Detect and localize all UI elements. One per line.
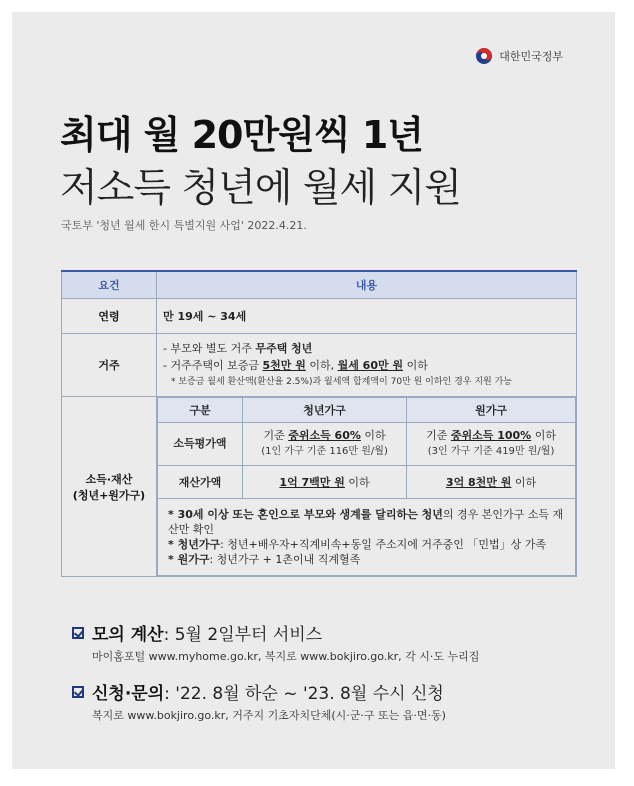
table-row: 재산가액 1억 7백만 원 이하 3억 8천만 원 이하 [158, 466, 576, 499]
table-row [62, 299, 577, 334]
checkbox-icon [72, 686, 84, 698]
income-notes: * 30세 이상 또는 혼인으로 부모와 생계를 달리하는 청년의 경우 본인가구 소득 재산만 확인 * 청년가구: 청년+배우자+직계비속+동일 주소지에 거주중인 「민법」상 가족 * 원가구: 청년가구 + 1촌이내 직계혈족 [158, 499, 576, 576]
apply-desc: 복지로 www.bokjiro.go.kr, 거주지 기초자치단체(시·군·구 또는 읍·면·동) [92, 709, 446, 722]
table-row [158, 499, 576, 576]
mock-calc-heading: 모의 계산 : 5월 2일부터 서비스 [72, 620, 322, 645]
income-asset-label: 소득·재산 (청년+원가구) [62, 397, 157, 577]
mock-calc-desc: 마이홈포털 www.myhome.go.kr, 복지로 www.bokjiro.go.kr, 각 시·도 누리집 [92, 650, 480, 663]
taegeuk-logo-icon [476, 48, 492, 64]
source-line: 국토부 '청년 월세 한시 특별지원 사업' 2022.4.21. [61, 219, 307, 232]
table-row: 소득평가액 기준 중위소득 60% 이하 (1인 가구 기준 116만 원/월) 기준 중위소득 100% 이하 (3인 가구 기준 419만 원/월) [158, 423, 576, 466]
headline-sub: 저소득 청년에 월세 지원 [60, 166, 461, 211]
col-header-requirement: 요건 [62, 271, 157, 299]
table-row [62, 397, 577, 577]
table-row [62, 334, 577, 397]
apply-heading: 신청·문의 : '22. 8월 하순 ~ '23. 8월 수시 신청 [72, 679, 444, 704]
age-label: 연령 [62, 299, 157, 334]
col-header-content: 내용 [157, 271, 577, 299]
gov-label: 대한민국정부 [499, 50, 563, 63]
age-value: 만 19세 ~ 34세 [157, 299, 577, 334]
residence-label: 거주 [62, 334, 157, 397]
checkbox-icon [72, 627, 84, 639]
income-asset-table: 구분 청년가구 원가구 소득평가액 기준 중위소득 60% 이하 (1인 가구 기준 116만 원/월) 기준 중위소득 100% 이하 (3인 가구 기준 419만 원/월) 재산가액 1억 7백만 원 이하 3억 8천만 원 이하 * 30세 이상 또는 혼인으로 부모와 생계를 달리하는 청년의 경우 본인가구 소득 재산만 확인 * 청년가구: 청년+배우자+직계비속+동일 주소지에 거주중인 「민법」상 가족 * 원가구: 청년가구 + 1촌이내 직계혈족 [157, 397, 576, 576]
headline-main: 최대 월 20만원씩 1년 [60, 113, 423, 157]
government-badge [476, 48, 563, 64]
poster [12, 12, 615, 769]
residence-value: - 부모와 별도 거주 무주택 청년 - 거주주택이 보증금 5천만 원 이하, 월세 60만 원 이하 * 보증금 월세 환산액(환산율 2.5%)과 월세액 합계액이 70만 원 이하인 경우 지원 가능 [157, 334, 577, 397]
income-asset-detail [157, 397, 577, 577]
requirements-table [61, 270, 577, 577]
